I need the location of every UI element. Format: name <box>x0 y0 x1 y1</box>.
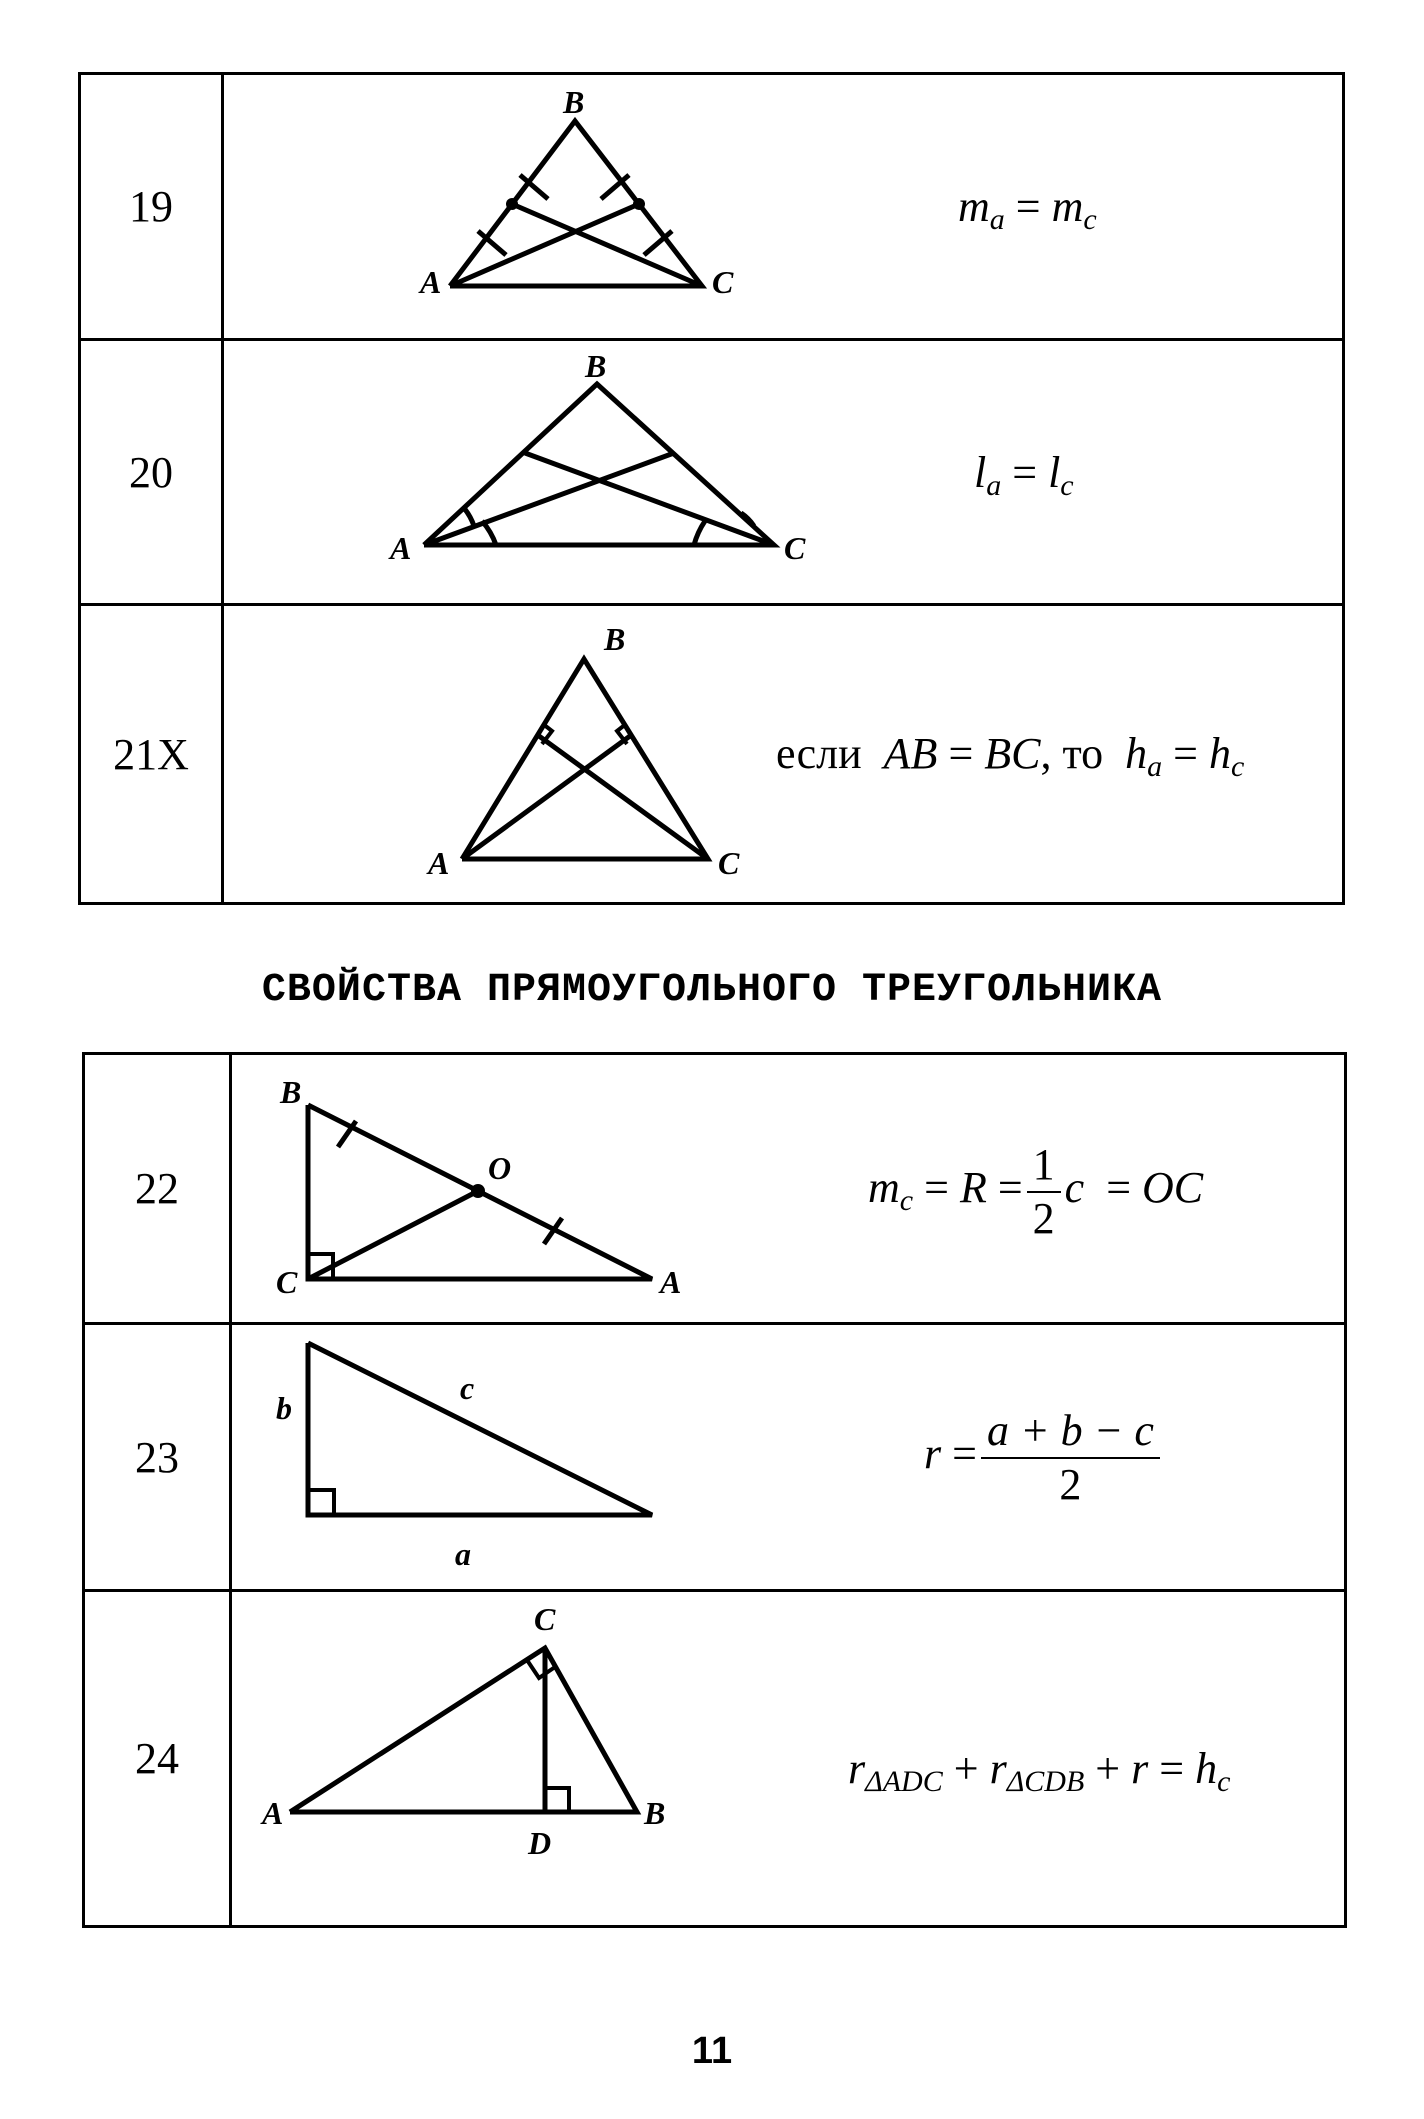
table-row <box>80 605 1344 904</box>
leg-label-a: a <box>455 1536 471 1572</box>
figure-cell <box>231 1324 1346 1591</box>
triangle-medians-figure <box>224 75 1345 338</box>
center-label-o: O <box>488 1150 512 1186</box>
hypotenuse-label-c: c <box>460 1370 475 1406</box>
fraction: $\frac{a + b - c}{2}$ <box>981 1409 1160 1507</box>
formula: $l_a = l_c$ <box>974 448 1074 502</box>
row-number: 20 <box>80 340 223 605</box>
vertex-label-b: B <box>280 1074 302 1110</box>
vertex-label-c: C <box>718 845 740 881</box>
vertex-label-c: C <box>276 1264 298 1300</box>
page-number: 11 <box>691 2030 733 2072</box>
vertex-label-c: C <box>784 530 806 566</box>
vertex-label-c: C <box>534 1601 556 1637</box>
table-row <box>84 1054 1346 1324</box>
figure-cell <box>223 605 1344 904</box>
row-number: 19 <box>80 74 223 340</box>
figure-cell <box>223 74 1344 340</box>
table-row <box>84 1591 1346 1927</box>
triangle-bisectors-figure <box>224 341 1345 603</box>
right-triangle-incircle-figure <box>232 1325 1347 1589</box>
vertex-label-b: B <box>604 621 626 657</box>
vertex-label-a: A <box>420 264 442 300</box>
table-row <box>80 340 1344 605</box>
row-number: 24 <box>84 1591 231 1927</box>
row-number: 23 <box>84 1324 231 1591</box>
vertex-label-c: C <box>712 264 734 300</box>
fraction: $\frac{1}{2}$ <box>1027 1143 1061 1241</box>
foot-label-d: D <box>528 1825 552 1861</box>
properties-table-1 <box>78 72 1345 905</box>
section-heading: СВОЙСТВА ПРЯМОУГОЛЬНОГО ТРЕУГОЛЬНИКА <box>261 968 1163 1013</box>
formula: $m_c = R$ = $\frac{1}{2}$ c = OC <box>868 1140 1204 1243</box>
vertex-label-a: A <box>262 1795 284 1831</box>
figure-cell <box>231 1054 1346 1324</box>
formula: $m_a = m_c$ <box>958 182 1097 236</box>
formula: если AB = BC, то $h_a = h_c$ <box>776 729 1245 783</box>
vertex-label-b: B <box>644 1795 666 1831</box>
vertex-label-a: A <box>660 1264 682 1300</box>
formula: $r_{\Delta ADC} + r_{\Delta CDB} + r = h_c$ <box>848 1744 1231 1798</box>
vertex-label-b: B <box>585 348 607 384</box>
row-number: 21X <box>80 605 223 904</box>
formula: r = $\frac{a + b - c}{2}$ <box>924 1409 1164 1507</box>
properties-table-2 <box>82 1052 1347 1928</box>
table-row <box>80 74 1344 340</box>
vertex-label-a: A <box>428 845 450 881</box>
leg-label-b: b <box>276 1390 292 1426</box>
row-number: 22 <box>84 1054 231 1324</box>
figure-cell <box>223 340 1344 605</box>
figure-cell <box>231 1591 1346 1927</box>
table-row <box>84 1324 1346 1591</box>
vertex-label-a: A <box>390 530 412 566</box>
vertex-label-b: B <box>563 84 585 120</box>
